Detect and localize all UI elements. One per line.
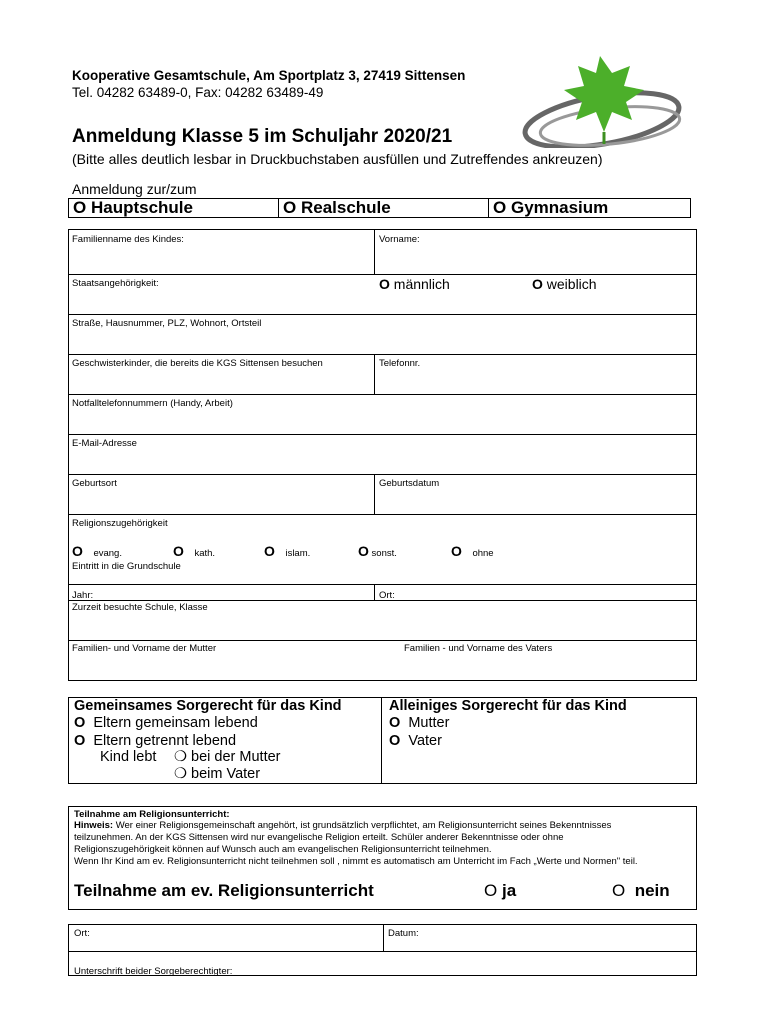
option-label: Gymnasium	[510, 198, 609, 217]
checkbox-circle[interactable]: O	[74, 715, 86, 731]
checkbox-circle[interactable]: O	[173, 543, 184, 559]
logo-leaf	[564, 56, 644, 132]
checkbox-circle[interactable]: O	[389, 733, 401, 749]
religion-notice-line1	[74, 820, 611, 831]
religion-ohne[interactable]	[451, 543, 494, 559]
notice-text: Wer einer Religionsgemeinschaft angehört, ist grundsätzlich verpflichtet, am Religionsunterricht seines Bekenntnisses	[115, 820, 612, 831]
option-label: sonst.	[371, 548, 397, 559]
checkbox-circle[interactable]: O	[74, 733, 86, 749]
option-label: Eltern gemeinsam lebend	[93, 715, 258, 731]
field-geburtsdatum[interactable]: Geburtsdatum	[379, 478, 440, 489]
field-eintritt: Eintritt in die Grundschule	[72, 561, 181, 572]
option-label: nein	[634, 881, 670, 900]
checkbox-circle[interactable]: O	[379, 276, 390, 292]
option-ja[interactable]	[484, 881, 516, 901]
option-label: ohne	[472, 548, 494, 559]
checkbox-circle[interactable]: O	[73, 198, 87, 217]
option-label: bei der Mutter	[191, 749, 281, 765]
radio-bullet-icon[interactable]: ❍	[174, 766, 187, 782]
option-label: männlich	[393, 276, 450, 292]
hinweis-label: Hinweis:	[74, 820, 114, 831]
option-label: Eltern getrennt lebend	[93, 733, 237, 749]
school-logo	[520, 48, 685, 148]
option-nein[interactable]	[612, 881, 670, 901]
religion-notice-line3: Religionszugehörigkeit können auf Wunsch auch am evangelischen Religionsunterricht teilnehmen.	[74, 844, 492, 855]
field-telefon[interactable]: Telefonnr.	[379, 358, 421, 369]
checkbox-circle[interactable]: O	[283, 198, 297, 217]
joint-option-separate[interactable]	[74, 733, 236, 749]
field-mutter[interactable]: Familien- und Vorname der Mutter	[72, 643, 217, 654]
option-label: Realschule	[300, 198, 391, 217]
option-hauptschule[interactable]	[73, 198, 193, 218]
signature-line[interactable]: Unterschrift beider Sorgeberechtigter:	[74, 966, 233, 977]
field-vater[interactable]: Familien - und Vorname des Vaters	[404, 643, 553, 654]
signature-ort[interactable]: Ort:	[74, 928, 90, 939]
sole-option-mutter[interactable]	[389, 715, 449, 731]
field-strasse[interactable]: Straße, Hausnummer, PLZ, Wohnort, Ortsteil	[72, 318, 262, 329]
sole-custody-title: Alleiniges Sorgerecht für das Kind	[389, 698, 627, 714]
option-label: weiblich	[546, 276, 597, 292]
option-label: ja	[501, 881, 517, 900]
option-label: Hauptschule	[90, 198, 193, 217]
checkbox-circle[interactable]: O	[612, 881, 626, 900]
field-notfall[interactable]: Notfalltelefonnummern (Handy, Arbeit)	[72, 398, 233, 409]
school-contact: Tel. 04282 63489-0, Fax: 04282 63489-49	[72, 85, 324, 100]
checkbox-circle[interactable]: O	[451, 543, 462, 559]
religion-sonst[interactable]	[358, 543, 397, 559]
option-realschule[interactable]	[283, 198, 391, 218]
checkbox-circle[interactable]: O	[532, 276, 543, 292]
student-data-table	[68, 229, 697, 681]
school-address: Kooperative Gesamtschule, Am Sportplatz 3, 27419 Sittensen	[72, 68, 466, 83]
religion-evang[interactable]	[72, 543, 122, 559]
option-label: islam.	[285, 548, 311, 559]
field-zurzeit-schule[interactable]: Zurzeit besuchte Schule, Klasse	[72, 602, 208, 613]
checkbox-circle[interactable]: O	[493, 198, 507, 217]
field-religion: Religionszugehörigkeit	[72, 518, 168, 529]
checkbox-circle[interactable]: O	[389, 715, 401, 731]
field-familienname[interactable]: Familienname des Kindes:	[72, 234, 184, 245]
radio-bullet-icon[interactable]: ❍	[174, 749, 187, 765]
checkbox-circle[interactable]: O	[484, 881, 498, 900]
field-jahr[interactable]: Jahr:	[72, 590, 94, 601]
sole-option-vater[interactable]	[389, 733, 442, 749]
joint-option-together[interactable]	[74, 715, 258, 731]
option-label: evang.	[93, 548, 122, 559]
field-geschwister[interactable]: Geschwisterkinder, die bereits die KGS Sittensen besuchen	[72, 358, 323, 369]
option-label: Mutter	[408, 715, 450, 731]
religion-notice-line2: teilzunehmen. An der KGS Sittensen wird nur evangelische Religion erteilt. Schüler anderer Bekenntnisse oder ohne	[74, 832, 564, 843]
option-maennlich[interactable]	[379, 276, 450, 292]
signature-datum[interactable]: Datum:	[388, 928, 419, 939]
religion-kath[interactable]	[173, 543, 215, 559]
option-weiblich[interactable]	[532, 276, 597, 292]
field-email[interactable]: E-Mail-Adresse	[72, 438, 137, 449]
religion-islam[interactable]	[264, 543, 310, 559]
option-beim-vater[interactable]	[174, 766, 260, 782]
option-label: kath.	[194, 548, 216, 559]
checkbox-circle[interactable]: O	[264, 543, 275, 559]
religion-question: Teilnahme am ev. Religionsunterricht	[74, 881, 374, 900]
checkbox-circle[interactable]: O	[358, 543, 369, 559]
registration-label: Anmeldung zur/zum	[72, 181, 197, 197]
field-vorname[interactable]: Vorname:	[379, 234, 420, 245]
kind-lebt-label: Kind lebt	[100, 749, 157, 765]
religion-notice-line4: Wenn Ihr Kind am ev. Religionsunterricht nicht teilnehmen soll , nimmt es automatisch am Unterricht im Fach „Werte und Normen" teil.	[74, 856, 638, 867]
religion-notice-heading: Teilnahme am Religionsunterricht:	[74, 809, 230, 820]
option-label: Vater	[408, 733, 442, 749]
page-subtitle: (Bitte alles deutlich lesbar in Druckbuchstaben ausfüllen und Zutreffendes ankreuzen)	[72, 151, 603, 167]
joint-custody-title: Gemeinsames Sorgerecht für das Kind	[74, 698, 342, 714]
field-staatsangehoerigkeit[interactable]: Staatsangehörigkeit:	[72, 278, 159, 289]
option-label: beim Vater	[191, 766, 261, 782]
page-title: Anmeldung Klasse 5 im Schuljahr 2020/21	[72, 126, 453, 147]
option-gymnasium[interactable]	[493, 198, 608, 218]
option-bei-mutter[interactable]	[174, 749, 281, 765]
field-geburtsort[interactable]: Geburtsort	[72, 478, 117, 489]
checkbox-circle[interactable]: O	[72, 543, 83, 559]
field-ort-grundschule[interactable]: Ort:	[379, 590, 395, 601]
